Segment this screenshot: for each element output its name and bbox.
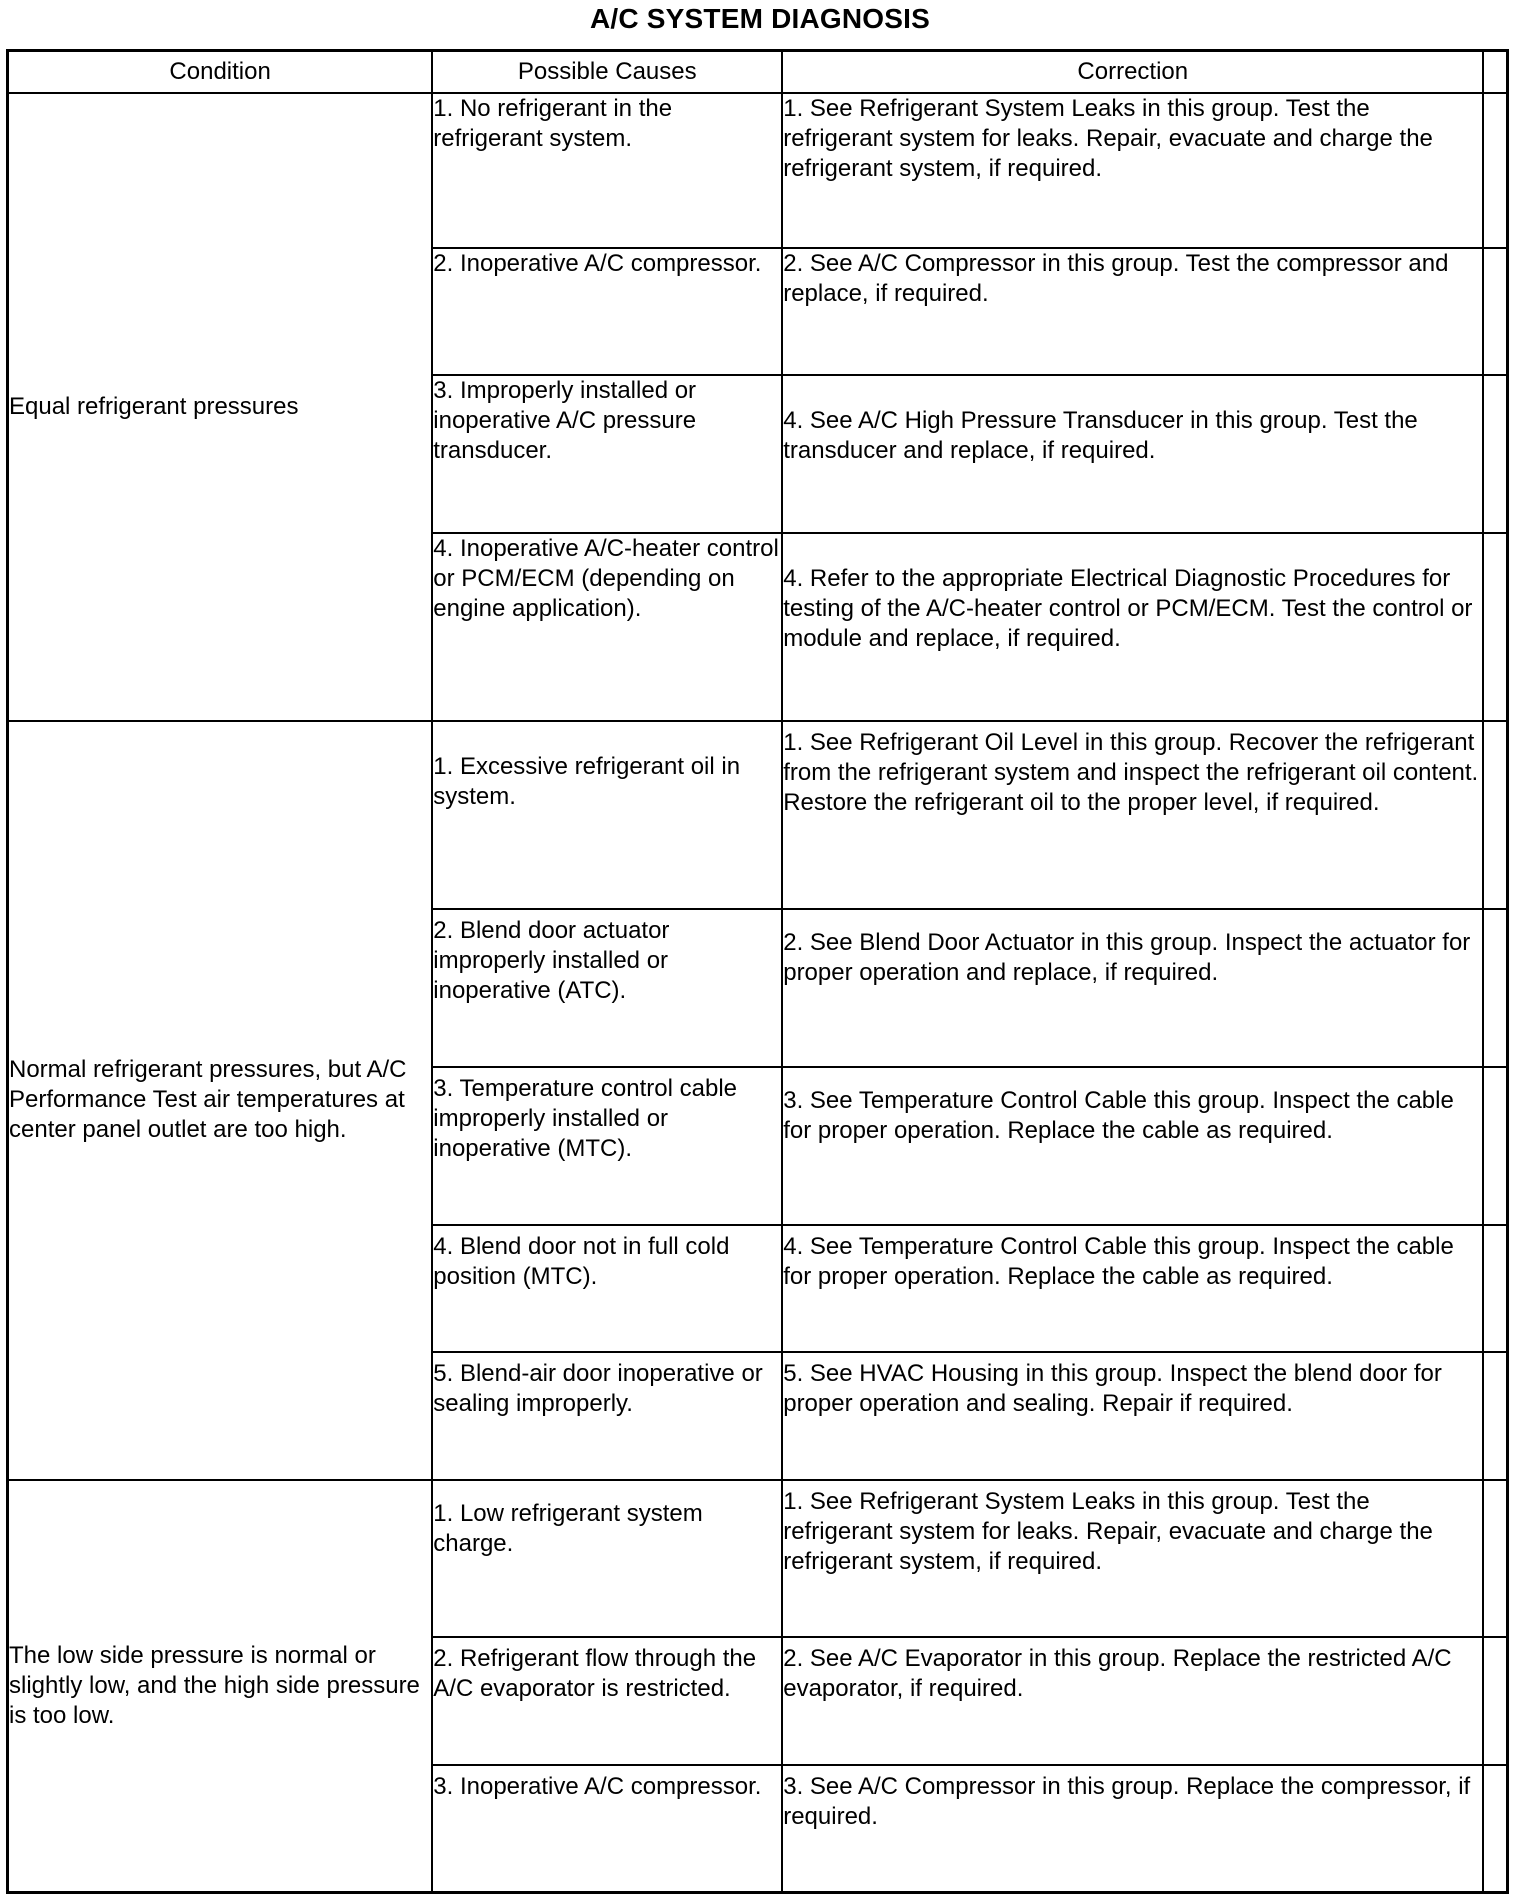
cause-cell: 4. Blend door not in full cold position (MTC). bbox=[432, 1225, 782, 1352]
blank-cell bbox=[1483, 1067, 1507, 1225]
correction-cell: 2. See Blend Door Actuator in this group. Inspect the actuator for proper operation and replace, if required. bbox=[782, 909, 1483, 1067]
cause-cell: 4. Inoperative A/C-heater control or PCM/ECM (depending on engine application). bbox=[432, 533, 782, 721]
cause-cell: 3. Temperature control cable improperly installed or inoperative (MTC). bbox=[432, 1067, 782, 1225]
correction-cell: 3. See A/C Compressor in this group. Replace the compressor, if required. bbox=[782, 1765, 1483, 1893]
blank-cell bbox=[1483, 93, 1507, 248]
condition-cell: Equal refrigerant pressures bbox=[8, 93, 433, 721]
header-blank-column bbox=[1483, 51, 1507, 94]
cause-cell: 2. Refrigerant flow through the A/C evaporator is restricted. bbox=[432, 1637, 782, 1764]
cause-cell: 3. Improperly installed or inoperative A/C pressure transducer. bbox=[432, 375, 782, 533]
correction-cell: 1. See Refrigerant System Leaks in this group. Test the refrigerant system for leaks. Repair, evacuate and charge the refrigerant system, if required. bbox=[782, 93, 1483, 248]
header-possible-causes: Possible Causes bbox=[432, 51, 782, 94]
blank-cell bbox=[1483, 1637, 1507, 1764]
correction-cell: 1. See Refrigerant Oil Level in this group. Recover the refrigerant from the refrigerant system and inspect the refrigerant oil content. Restore the refrigerant oil to the proper level, if required. bbox=[782, 721, 1483, 909]
correction-cell: 5. See HVAC Housing in this group. Inspect the blend door for proper operation and sealing. Repair if required. bbox=[782, 1352, 1483, 1479]
correction-cell: 4. Refer to the appropriate Electrical Diagnostic Procedures for testing of the A/C-heater control or PCM/ECM. Test the control or module and replace, if required. bbox=[782, 533, 1483, 721]
cause-cell: 1. No refrigerant in the refrigerant system. bbox=[432, 93, 782, 248]
table-row bbox=[8, 1480, 1508, 1638]
blank-cell bbox=[1483, 248, 1507, 374]
cause-cell: 2. Inoperative A/C compressor. bbox=[432, 248, 782, 374]
blank-cell bbox=[1483, 1225, 1507, 1352]
table-row bbox=[8, 721, 1508, 909]
correction-cell: 3. See Temperature Control Cable this group. Inspect the cable for proper operation. Replace the cable as required. bbox=[782, 1067, 1483, 1225]
blank-cell bbox=[1483, 1765, 1507, 1893]
correction-cell: 4. See A/C High Pressure Transducer in this group. Test the transducer and replace, if required. bbox=[782, 375, 1483, 533]
blank-cell bbox=[1483, 1352, 1507, 1479]
blank-cell bbox=[1483, 533, 1507, 721]
diagnosis-table bbox=[6, 49, 1509, 1894]
header-condition: Condition bbox=[8, 51, 433, 94]
blank-cell bbox=[1483, 909, 1507, 1067]
header-correction: Correction bbox=[782, 51, 1483, 94]
header-row bbox=[8, 51, 1508, 94]
table-row bbox=[8, 93, 1508, 248]
cause-cell: 1. Excessive refrigerant oil in system. bbox=[432, 721, 782, 909]
blank-cell bbox=[1483, 1480, 1507, 1638]
cause-cell: 2. Blend door actuator improperly installed or inoperative (ATC). bbox=[432, 909, 782, 1067]
condition-cell: Normal refrigerant pressures, but A/C Performance Test air temperatures at center panel outlet are too high. bbox=[8, 721, 433, 1480]
cause-cell: 1. Low refrigerant system charge. bbox=[432, 1480, 782, 1638]
page-title: A/C SYSTEM DIAGNOSIS bbox=[589, 3, 931, 34]
correction-cell: 2. See A/C Compressor in this group. Test the compressor and replace, if required. bbox=[782, 248, 1483, 374]
cause-cell: 3. Inoperative A/C compressor. bbox=[432, 1765, 782, 1893]
cause-cell: 5. Blend-air door inoperative or sealing improperly. bbox=[432, 1352, 782, 1479]
correction-cell: 1. See Refrigerant System Leaks in this group. Test the refrigerant system for leaks. Repair, evacuate and charge the refrigerant system, if required. bbox=[782, 1480, 1483, 1638]
blank-cell bbox=[1483, 375, 1507, 533]
correction-cell: 2. See A/C Evaporator in this group. Replace the restricted A/C evaporator, if required. bbox=[782, 1637, 1483, 1764]
condition-cell: The low side pressure is normal or slightly low, and the high side pressure is too low. bbox=[8, 1480, 433, 1893]
blank-cell bbox=[1483, 721, 1507, 909]
correction-cell: 4. See Temperature Control Cable this group. Inspect the cable for proper operation. Replace the cable as required. bbox=[782, 1225, 1483, 1352]
